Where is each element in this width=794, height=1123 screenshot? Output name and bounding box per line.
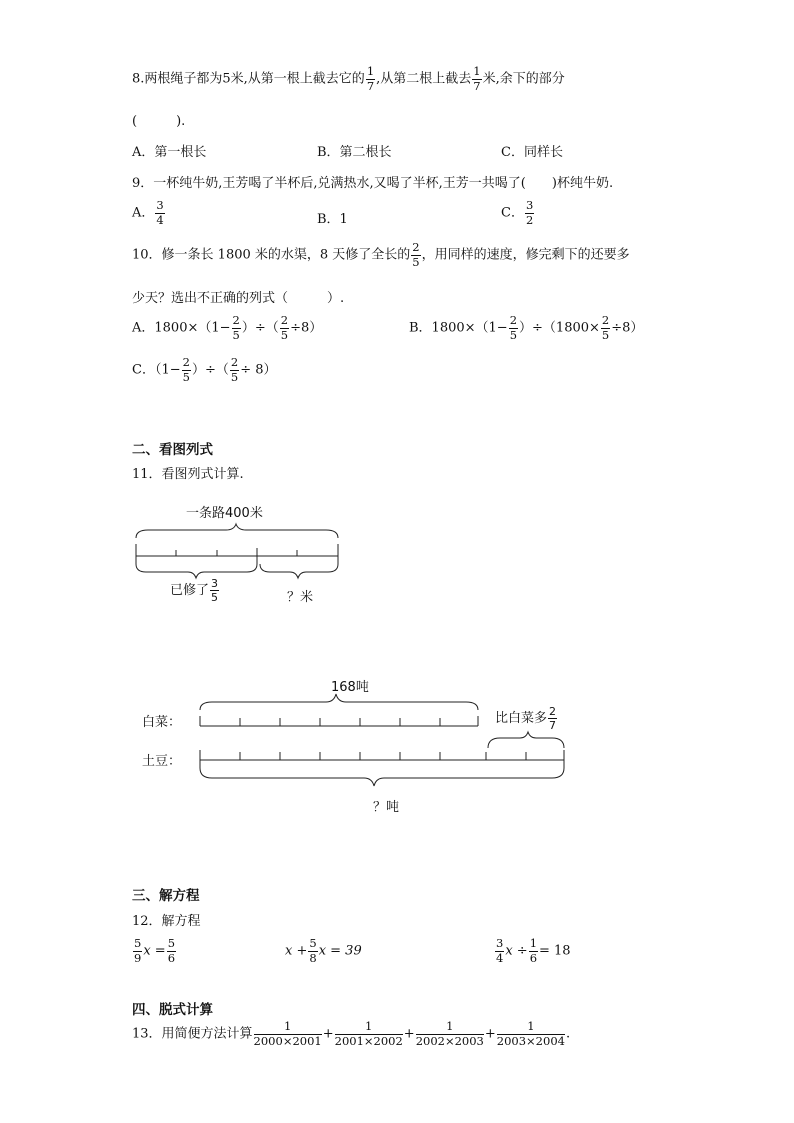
section4-title: 四、脱式计算: [132, 1002, 213, 1018]
q9-stem: 9．一杯纯牛奶,王芳喝了半杯后,兑满热水,又喝了半杯,王芳一共喝了( )杯纯牛奶.: [132, 176, 614, 191]
cabbage-row-label: 白菜：: [142, 715, 182, 730]
q12-stem: 12．解方程: [132, 914, 201, 929]
vegetable-diagram: [190, 684, 575, 794]
potato-weight-label: ？吨: [373, 800, 400, 815]
potato-row-label: 土豆：: [142, 754, 182, 769]
section2-title: 二、看图列式: [132, 442, 213, 458]
q9-option-b[interactable]: B．1: [317, 212, 348, 227]
bottom-brace-right: [260, 564, 338, 578]
road-remain-label: ？米: [287, 590, 314, 605]
q8-frac1: $\frac{1}{7}$: [366, 64, 375, 93]
road-done-label: 已修了 $\frac{3}{5}$: [170, 577, 219, 604]
q8-option-c[interactable]: C．同样长: [501, 145, 563, 160]
bottom-brace-left: [136, 564, 257, 578]
equation-1: $\frac{5}{9}$ x = $\frac{5}{6}$: [134, 936, 176, 965]
q13-expression: 13．用简便方法计算 $\frac{1}{2000\times 2001}$ + $\frac{1}{2001\times 2002}$ + $\frac{1}{2002\times 2003}$ + $\frac{1}{2003\times 2004}$ .: [132, 1019, 571, 1048]
q8-text-a: 8.两根绳子都为5米,从第一根上截去它的: [132, 71, 365, 87]
q9-option-a[interactable]: A． $\frac{3}{4}$: [132, 198, 164, 227]
q10-option-a[interactable]: A．1800×（1− $\frac{2}{5}$ ）÷（ $\frac{2}{5}$ ÷8）: [132, 313, 323, 342]
q8-blank: ( ).: [132, 114, 186, 129]
q8-text-c: 米,余下的部分: [482, 71, 565, 87]
road-total-label: 一条路400米: [186, 506, 263, 521]
q8-frac2: $\frac{1}{7}$: [473, 64, 481, 93]
q11-stem: 11．看图列式计算.: [132, 467, 244, 482]
q10-option-b[interactable]: B．1800×（1− $\frac{2}{5}$ ）÷（1800× $\frac{2}{5}$ ÷8）: [409, 313, 644, 342]
q10-stem-line2: 少天？选出不正确的列式（ ）.: [132, 291, 345, 306]
road-diagram: [126, 520, 346, 580]
extra-brace: [488, 732, 564, 748]
q10-stem: 10．修一条长 1800 米的水渠，8 天修了全长的 $\frac{2}{5}$ ，用同样的速度，修完剩下的还要多: [132, 240, 630, 269]
potato-brace: [200, 768, 564, 786]
top-brace: [136, 524, 338, 538]
equation-3: $\frac{3}{4}$ x ÷ $\frac{1}{6}$ = 18: [496, 936, 571, 965]
q9-option-c[interactable]: C． $\frac{3}{2}$: [501, 198, 534, 227]
q8-option-b[interactable]: B．第二根长: [317, 145, 392, 160]
q8-option-a[interactable]: A．第一根长: [132, 145, 207, 160]
section3-title: 三、解方程: [132, 888, 200, 904]
q10-option-c[interactable]: C．（1− $\frac{2}{5}$ ）÷（ $\frac{2}{5}$ ÷ 8）: [132, 355, 277, 384]
equation-2: x + $\frac{5}{8}$ x = 39: [285, 936, 362, 965]
q8-stem: [132, 66, 565, 92]
more-than-cabbage-label: 比白菜多 $\frac{2}{7}$: [495, 705, 557, 732]
cabbage-brace: [200, 694, 478, 710]
q8-text-b: ,从第二根上截去: [376, 71, 472, 87]
cabbage-weight-label: 168吨: [331, 680, 369, 695]
